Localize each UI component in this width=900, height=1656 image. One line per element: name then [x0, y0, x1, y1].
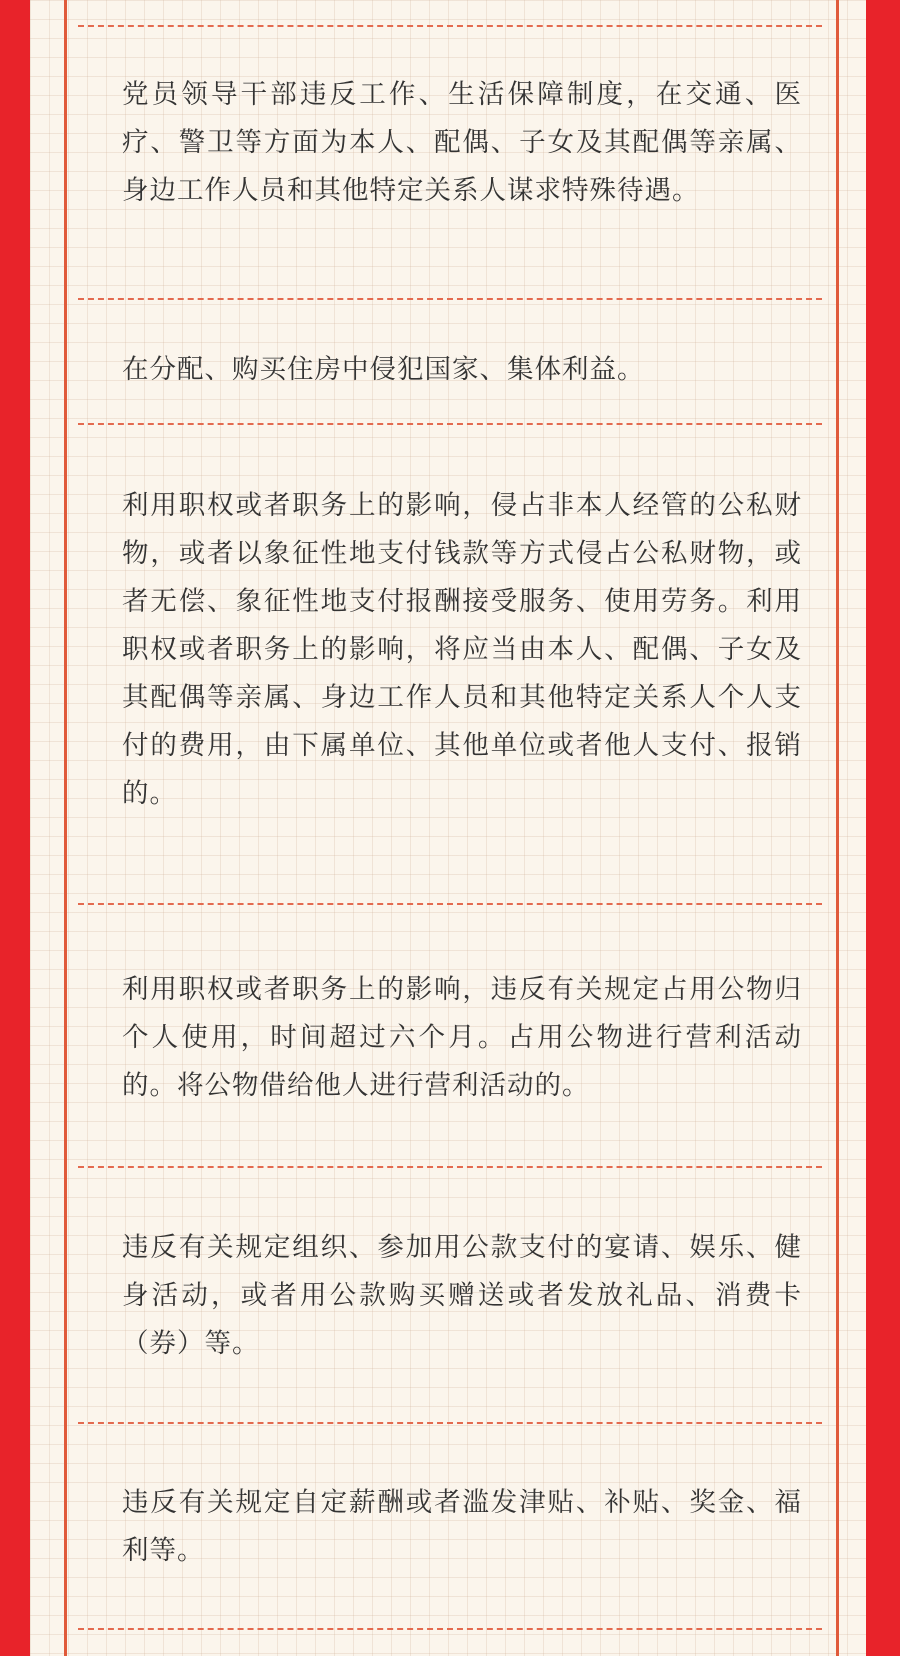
- dashed-divider: [78, 903, 822, 905]
- rule-item-4: 利用职权或者职务上的影响，违反有关规定占用公物归个人使用，时间超过六个月。占用公物进行营利活动的。将公物借给他人进行营利活动的。: [122, 974, 802, 1101]
- right-frame-line: [836, 0, 839, 1656]
- dashed-divider: [78, 1166, 822, 1168]
- left-frame-line: [64, 0, 67, 1656]
- dashed-divider: [78, 25, 822, 27]
- grid-paper-background: [30, 0, 866, 1656]
- dashed-divider: [78, 423, 822, 425]
- dashed-divider: [78, 1422, 822, 1424]
- rule-item-5: 违反有关规定组织、参加用公款支付的宴请、娱乐、健身活动，或者用公款购买赠送或者发放礼品、消费卡（券）等。: [122, 1232, 802, 1359]
- dashed-divider: [78, 1628, 822, 1630]
- rule-item-2: 在分配、购买住房中侵犯国家、集体利益。: [122, 354, 645, 385]
- rule-item-1: 党员领导干部违反工作、生活保障制度，在交通、医疗、警卫等方面为本人、配偶、子女及其配偶等亲属、身边工作人员和其他特定关系人谋求特殊待遇。: [122, 79, 802, 206]
- rule-item-6: 违反有关规定自定薪酬或者滥发津贴、补贴、奖金、福利等。: [122, 1487, 802, 1566]
- rule-item-3: 利用职权或者职务上的影响，侵占非本人经管的公私财物，或者以象征性地支付钱款等方式侵占公私财物，或者无偿、象征性地支付报酬接受服务、使用劳务。利用职权或者职务上的影响，将应当由本人、配偶、子女及其配偶等亲属、身边工作人员和其他特定关系人个人支付的费用，由下属单位、其他单位或者他人支付、报销的。: [122, 490, 802, 809]
- dashed-divider: [78, 298, 822, 300]
